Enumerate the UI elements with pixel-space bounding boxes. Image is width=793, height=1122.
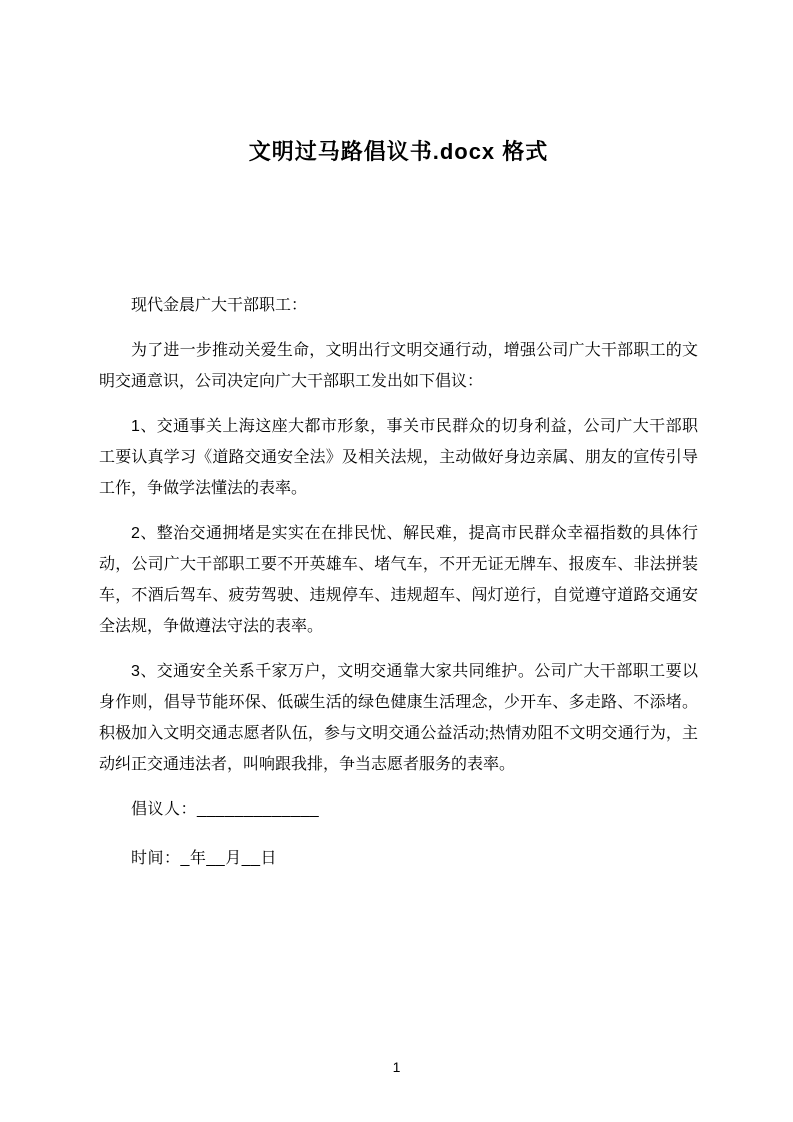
signer-line: 倡议人：_____________ <box>131 801 320 818</box>
paragraph-intro: 为了进一步推动关爱生命，文明出行文明交通行动，增强公司广大干部职工的文明交通意识，公司决定向广大干部职工发出如下倡议： <box>99 342 698 390</box>
document-title: 文明过马路倡议书.docx 格式 <box>248 139 549 164</box>
document-content <box>99 0 698 874</box>
paragraph-item-1: 1、交通事关上海这座大都市形象，事关市民群众的切身利益，公司广大干部职工要认真学习《道路交通安全法》及相关法规，主动做好身边亲属、朋友的宣传引导工作，争做学法懂法的表率。 <box>99 418 698 497</box>
paragraph-item-2: 2、整治交通拥堵是实实在在排民忧、解民难，提高市民群众幸福指数的具体行动，公司广大干部职工要不开英雄车、堵气车，不开无证无牌车、报废车、非法拼装车，不酒后驾车、疲劳驾驶、违规停车、违规超车、闯灯逆行，自觉遵守道路交通安全法规，争做遵法守法的表率。 <box>99 525 698 635</box>
page-number: 1 <box>392 1059 401 1075</box>
salutation-line: 现代金晨广大干部职工： <box>131 297 308 314</box>
paragraph-item-3: 3、交通安全关系千家万户，文明交通靠大家共同维护。公司广大干部职工要以身作则，倡导节能环保、低碳生活的绿色健康生活理念，少开车、多走路、不添堵。积极加入文明交通志愿者队伍，参与文明交通公益活动;热情劝阻不文明交通行为，主动纠正交通违法者，叫响跟我排，争当志愿者服务的表率。 <box>99 663 698 773</box>
date-line: 时间：_年__月__日 <box>131 850 277 867</box>
document-body <box>99 290 698 874</box>
